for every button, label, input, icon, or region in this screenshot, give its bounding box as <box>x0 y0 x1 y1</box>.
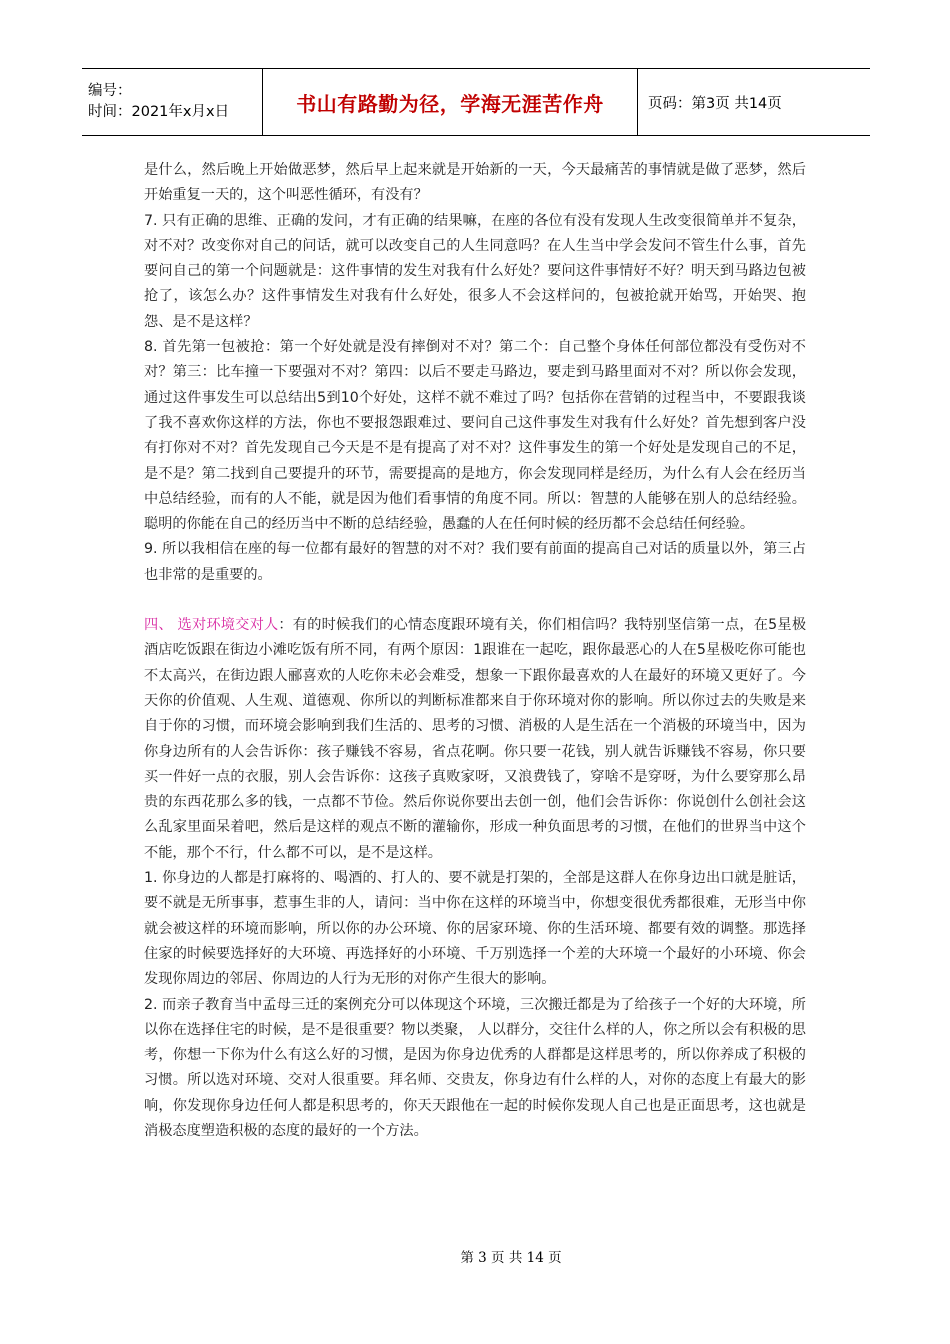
header-motto: 书山有路勤为径，学海无涯苦作舟 <box>296 91 604 116</box>
section-gap <box>144 588 806 613</box>
section-four-intro <box>144 613 806 866</box>
document-body <box>144 158 806 1144</box>
paragraph-9: 9. 所以我相信在座的每一位都有最好的智慧的对不对？我们要有前面的提高自己对话的质量以外，第三占也非常的是重要的。 <box>144 541 806 583</box>
paragraph-7: 7. 只有正确的思维、正确的发问，才有正确的结果嘛，在座的各位有没有发现人生改变很简单并不复杂，对不对？改变你对自己的问话，就可以改变自己的人生同意吗？在人生当中学会发问不管生什么事，首先要问自己的第一个问题就是：这件事情的发生对我有什么好处？要问这件事情好不好？明天到马路边包被抢了，该怎么办？这件事情发生对我有什么好处，很多人不会这样问的，包被抢就开始骂，开始哭、抱怨、是不是这样？ <box>144 212 806 330</box>
paragraph-continuation: 是什么，然后晚上开始做恶梦，然后早上起来就是开始新的一天，今天最痛苦的事情就是做了恶梦，然后开始重复一天的，这个叫恶性循环，有没有？ <box>144 162 806 204</box>
page-footer <box>0 1246 950 1266</box>
document-code-label: 编号： <box>88 83 132 99</box>
section-paragraph-1: 1. 你身边的人都是打麻将的、喝酒的、打人的、要不就是打架的，全部是这群人在你身边出口就是脏话，要不就是无所事事，惹事生非的人，请问：当中你在这样的环境当中，你想变很优秀都很难，无形当中你就会被这样的环境而影响，所以你的办公环境、你的居家环境、你的生活环境、都要有效的调整。那选择住家的时候要选择好的大环境、再选择好的小环境、千万别选择一个差的大环境一个最好的小环境、你会发现你周边的邻居、你周边的人行为无形的对你产生很大的影响。 <box>144 870 806 988</box>
section-intro-text: ：有的时候我们的心情态度跟环境有关，你们相信吗？我特别坚信第一点，在5星极酒店吃饭跟在街边小滩吃饭有所不同，有两个原因：1跟谁在一起吃，跟你最恶心的人在5星极吃你可能也不太高兴，在街边跟人郦喜欢的人吃你未必会难受，想象一下跟你最喜欢的人在最好的环境又更好了。今天你的价值观、人生观、道德观、你所以的判断标准都来自于你环境对你的影响。所以你过去的失败是来自于你的习惯，而环境会影响到我们生活的、思考的习惯、消极的人是生活在一个消极的环境当中，因为你身边所有的人会告诉你：孩子赚钱不容易，省点花啊。你只要一花钱，别人就告诉赚钱不容易，你只要买一件好一点的衣服，别人会告诉你：这孩子真败家呀，又浪费钱了，穿啥不是穿呀，为什么要穿那么昂贵的东西花那么多的钱，一点都不节俭。然后你说你要出去创一创，他们会告诉你：你说创什么创社会这么乱家里面呆着吧，然后是这样的观点不断的灌输你，形成一种负面思考的习惯，在他们的世界当中这个不能，那个不行，什么都不可以，是不是这样。 <box>144 617 807 861</box>
section-heading: 四、 选对环境交对人 <box>144 617 279 634</box>
header-page-info: 页码：第3页 共14页 <box>648 95 782 112</box>
header-meta <box>82 69 262 135</box>
section-paragraph-2: 2. 而亲子教育当中孟母三迁的案例充分可以体现这个环境，三次搬迁都是为了给孩子一个好的大环境，所以你在选择住宅的时候，是不是很重要？物以类聚， 人以群分，交往什么样的人，你之所以会有积极的思考，你想一下你为什么有这么好的习惯，是因为你身边优秀的人群都是这样思考的，所以你养成了积极的习惯。所以选对环境、交对人很重要。拜名师、交贵友，你身边有什么样的人，对你的态度上有最大的影响，你发现你身边任何人都是积思考的，你天天跟他在一起的时候你发现人自己也是正面思考，这也就是消极态度塑造积极的态度的最好的一个方法。 <box>144 996 806 1139</box>
paragraph-8: 8. 首先第一包被抢：第一个好处就是没有摔倒对不对？第二个：自己整个身体任何部位都没有受伤对不对？第三：比车撞一下要强对不对？第四：以后不要走马路边，要走到马路里面对不对？所以你会发现，通过这件事发生可以总结出5到10个好处，这样不就不难过了吗？包括你在营销的过程当中，不要跟我谈了我不喜欢你这样的方法，你也不要报怨跟难过、要问自己这件事发生对我有什么好处？首先想到客户没有打你对不对？首先发现自己今天是不是有提高了对不对？这件事发生的第一个好处是发现自己的不足，是不是？第二找到自己要提升的环节，需要提高的是地方，你会发现同样是经历，为什么有人会在经历当中总结经验，而有的人不能，就是因为他们看事情的角度不同。所以：智慧的人能够在别人的总结经验。聪明的你能在自己的经历当中不断的总结经验，愚蠢的人在任何时候的经历都不会总结任何经验。 <box>144 339 806 533</box>
footer-page-number: 第 3 页 共 14 页 <box>460 1250 562 1266</box>
document-date: 时间：2021年x月x日 <box>88 104 230 120</box>
page-header <box>82 68 870 136</box>
header-motto-cell <box>262 69 638 135</box>
